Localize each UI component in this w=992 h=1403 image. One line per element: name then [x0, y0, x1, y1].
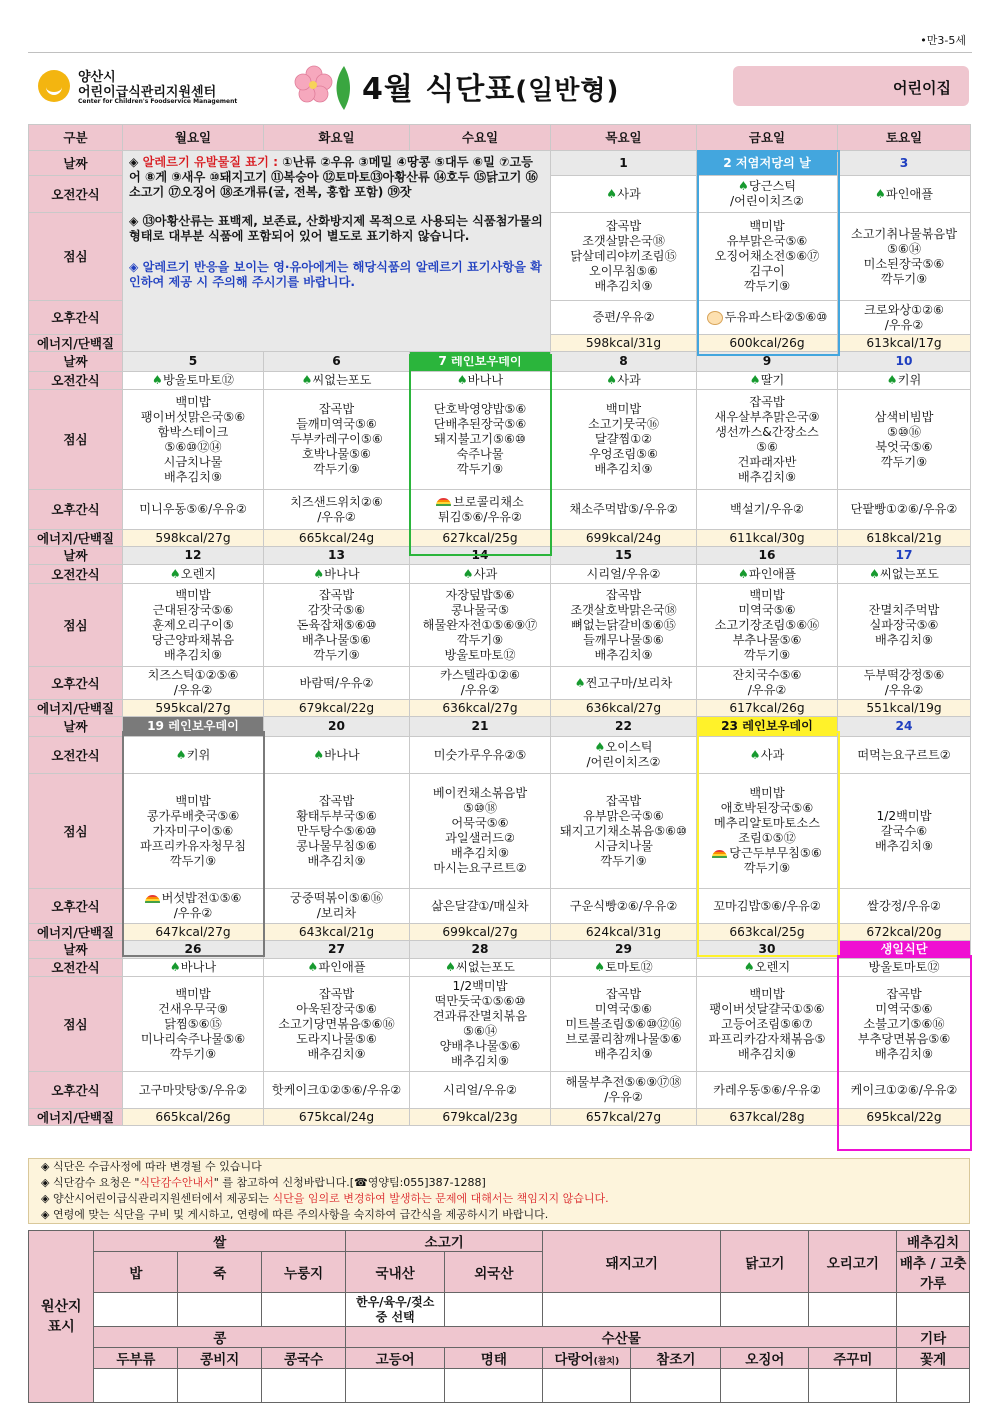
row-label: 오전간식	[29, 737, 123, 774]
date-cell: 19 레인보우데이	[123, 717, 264, 737]
origin-sea-crab: 꽃게	[897, 1348, 970, 1369]
title-sub: (일반형)	[515, 76, 620, 106]
energy-cell: 611kcal/30g	[697, 530, 838, 547]
title-main: 4월 식단표	[362, 72, 516, 107]
origin-input[interactable]	[721, 1369, 809, 1403]
header-cell: 수요일	[410, 125, 551, 151]
row-label: 오후간식	[29, 1072, 123, 1109]
origin-bean: 콩	[94, 1327, 346, 1348]
pm-snack-cell: 채소주먹밥⑤/우유②	[551, 490, 697, 530]
lunch-cell: 잡곡밥 조갯살맑은국⑱ 닭살데리야끼조림⑮ 오이무침⑤⑥ 배추김치⑨	[551, 213, 697, 301]
origin-rice-juk: 죽	[178, 1252, 262, 1293]
lunch-cell: 잡곡밥 미역국⑤⑥ 미트볼조림⑤⑥⑩⑫⑯ 브로콜리참깨나물⑤⑥ 배추김치⑨	[551, 977, 697, 1072]
row-label: 에너지/단백질	[29, 924, 123, 941]
date-cell: 8	[551, 352, 697, 372]
row-label: 오후간식	[29, 667, 123, 700]
spade-icon: ♠	[169, 566, 181, 581]
lunch-cell: 잡곡밥 미역국⑤⑥ 소불고기⑤⑥⑯ 부추당면볶음⑤⑥ 배추김치⑨	[838, 977, 971, 1072]
lunch-cell: 단호박영양밥⑤⑥ 단배추된장국⑤⑥ 돼지불고기⑤⑥⑩ 숙주나물 깍두기⑨	[410, 390, 551, 490]
am-snack-cell: ♠사과	[551, 176, 697, 213]
origin-bean-biji: 콩비지	[178, 1348, 262, 1369]
row-label: 에너지/단백질	[29, 335, 123, 352]
energy-cell: 699kcal/24g	[551, 530, 697, 547]
lunch-cell: 베이컨채소볶음밥 ⑤⑩⑱ 어묵국⑤⑥ 과일샐러드② 배추김치⑨ 마시는요구르트②	[410, 774, 551, 889]
pm-snack-cell: 삶은달걀①/매실차	[410, 889, 551, 924]
date-cell: 5	[123, 352, 264, 372]
age-label: •만3-5세	[920, 34, 966, 47]
energy-cell: 627kcal/25g	[410, 530, 551, 547]
smile-logo-icon	[38, 70, 70, 102]
am-snack-cell: ♠오이스틱 /어린이치즈②	[551, 737, 697, 774]
lunch-cell: 잡곡밥 새우살부추맑은국⑨ 생선까스&간장소스 ⑤⑥ 건파래자반 배추김치⑨	[697, 390, 838, 490]
date-cell: 9	[697, 352, 838, 372]
row-label: 에너지/단백질	[29, 700, 123, 717]
am-snack-cell: ♠바나나	[410, 372, 551, 390]
header-cell: 구분	[29, 125, 123, 151]
am-snack-cell: ♠바나나	[264, 737, 410, 774]
energy-cell: 613kcal/17g	[838, 335, 971, 352]
pm-snack-cell: 백설기/우유②	[697, 490, 838, 530]
spade-icon: ♠	[743, 960, 755, 974]
origin-input[interactable]	[346, 1369, 445, 1403]
pm-snack-cell: 미니우동⑤⑥/우유②	[123, 490, 264, 530]
origin-input[interactable]	[721, 1293, 809, 1327]
pm-snack-cell: 크로와상①②⑥ /우유②	[838, 301, 971, 335]
row-label: 점심	[29, 390, 123, 490]
pm-snack-cell: 바람떡/우유②	[264, 667, 410, 700]
header-cell: 화요일	[264, 125, 410, 151]
pm-snack-cell: 버섯밥전①⑤⑥ /우유②	[123, 889, 264, 924]
rainbow-icon	[436, 498, 451, 506]
child-face-icon	[707, 311, 723, 325]
energy-cell: 695kcal/22g	[838, 1109, 971, 1126]
spade-icon: ♠	[169, 960, 181, 974]
origin-input[interactable]	[631, 1369, 721, 1403]
energy-cell: 679kcal/23g	[410, 1109, 551, 1126]
origin-input[interactable]	[809, 1369, 897, 1403]
row-label: 날짜	[29, 717, 123, 737]
am-snack-cell: 방울토마토⑫	[838, 959, 971, 977]
spade-icon: ♠	[445, 960, 457, 974]
date-cell: 10	[838, 352, 971, 372]
lunch-cell: 자장덮밥⑤⑥ 콩나물국⑤ 해물완자전①⑤⑥⑨⑰ 깍두기⑨ 방울토마토⑫	[410, 584, 551, 667]
lunch-cell: 백미밥 팽이버섯달걀국①⑤⑥ 고등어조림⑤⑥⑦ 파프리카감자채볶음⑤ 배추김치⑨	[697, 977, 838, 1072]
origin-sea-croaker: 참조기	[631, 1348, 721, 1369]
origin-sea-mackerel: 고등어	[346, 1348, 445, 1369]
origin-input[interactable]	[94, 1293, 178, 1327]
lunch-cell: 백미밥 미역국⑤⑥ 소고기장조림⑤⑥⑯ 부추나물⑤⑥ 깍두기⑨	[697, 584, 838, 667]
footer-notes	[28, 1158, 970, 1224]
am-snack-cell: ♠오렌지	[697, 959, 838, 977]
lunch-cell: 백미밥 애호박된장국⑤⑥ 메추리알토마토소스 조림①⑤⑫ 당근두부무침⑤⑥ 깍두기⑨	[697, 774, 838, 889]
am-snack-cell: ♠사과	[410, 565, 551, 584]
header-cell: 목요일	[551, 125, 697, 151]
am-snack-cell: ♠바나나	[123, 959, 264, 977]
energy-cell: 595kcal/27g	[123, 700, 264, 717]
lunch-cell: 1/2백미밥 갈국수⑥ 배추김치⑨	[838, 774, 971, 889]
origin-input[interactable]	[543, 1369, 631, 1403]
row-label: 점심	[29, 584, 123, 667]
am-snack-cell: ♠키위	[838, 372, 971, 390]
date-cell: 1	[551, 151, 697, 176]
date-cell: 7 레인보우데이	[410, 352, 551, 372]
spade-icon: ♠	[594, 960, 606, 974]
origin-table	[28, 1230, 970, 1403]
row-label: 에너지/단백질	[29, 1109, 123, 1126]
week-1	[29, 151, 971, 352]
origin-kimchi-cabbage: 배추 / 고춧가루	[897, 1252, 970, 1293]
date-cell: 2 저염저당의 날	[697, 151, 838, 176]
energy-cell: 643kcal/21g	[264, 924, 410, 941]
am-snack-cell: 떠먹는요구르트②	[838, 737, 971, 774]
cherry-blossom-icon	[294, 62, 356, 112]
am-snack-cell: ♠오렌지	[123, 565, 264, 584]
energy-cell: 600kcal/26g	[697, 335, 838, 352]
origin-rice-nurungji: 누룽지	[262, 1252, 346, 1293]
origin-input[interactable]	[262, 1369, 346, 1403]
origin-etc: 기타	[897, 1327, 970, 1348]
pm-snack-cell: 핫케이크①②⑤⑥/우유②	[264, 1072, 410, 1109]
sulfite-note: ◈ ⑬아황산류는 표백제, 보존료, 산화방지제 목적으로 사용되는 식품첨가물의 형태로 대부분 식품에 포함되어 있어 별도로 표기하지 않습니다.	[129, 214, 543, 243]
spade-icon: ♠	[313, 747, 325, 762]
org-name-1: 양산시	[78, 70, 116, 85]
spade-icon: ♠	[313, 566, 325, 581]
origin-sea-pollack: 명태	[445, 1348, 543, 1369]
lunch-cell: 백미밥 콩가루배춧국⑤⑥ 가자미구이⑤⑥ 파프리카유자청무침 깍두기⑨	[123, 774, 264, 889]
lunch-cell: 1/2백미밥 떡만둣국①⑤⑥⑩ 견과류잔멸치볶음 ⑤⑥⑭ 양배추나물⑤⑥ 배추김치⑨	[410, 977, 551, 1072]
origin-rice: 쌀	[94, 1231, 346, 1252]
energy-cell: 663kcal/25g	[697, 924, 838, 941]
lunch-cell: 잡곡밥 감잣국⑤⑥ 돈육잡채⑤⑥⑩ 배추나물⑤⑥ 깍두기⑨	[264, 584, 410, 667]
energy-cell: 551kcal/19g	[838, 700, 971, 717]
row-label: 점심	[29, 774, 123, 889]
row-label: 점심	[29, 213, 123, 301]
am-snack-cell: ♠딸기	[697, 372, 838, 390]
date-cell: 30	[697, 941, 838, 959]
org-name-2: 어린이급식관리지원센터	[78, 85, 217, 100]
facility-badge	[733, 66, 969, 106]
origin-sea-tuna: 다랑어(참치)	[543, 1348, 631, 1369]
am-snack-cell: ♠사과	[551, 372, 697, 390]
lunch-cell: 잡곡밥 아욱된장국⑤⑥ 소고기당면볶음⑤⑥⑯ 도라지나물⑤⑥ 배추김치⑨	[264, 977, 410, 1072]
origin-label: 원산지 표시	[29, 1231, 94, 1403]
top-divider	[28, 52, 972, 53]
spade-icon: ♠	[301, 373, 313, 387]
date-cell: 29	[551, 941, 697, 959]
origin-seafood: 수산물	[346, 1327, 897, 1348]
pm-snack-cell: 치즈스틱①②⑤⑥ /우유②	[123, 667, 264, 700]
energy-cell: 624kcal/31g	[551, 924, 697, 941]
origin-input[interactable]	[897, 1369, 970, 1403]
page-title	[362, 64, 619, 108]
origin-input[interactable]	[445, 1293, 543, 1327]
row-label: 날짜	[29, 151, 123, 176]
origin-input[interactable]	[262, 1293, 346, 1327]
pm-snack-cell: ♠찐고구마/보리차	[551, 667, 697, 700]
date-cell: 22	[551, 717, 697, 737]
footer-line-1: ◈ 식단은 수급사정에 따라 변경될 수 있습니다	[41, 1160, 262, 1173]
lunch-cell: 삼색비빔밥 ⑤⑩⑯ 북엇국⑤⑥ 깍두기⑨	[838, 390, 971, 490]
header-row	[29, 125, 971, 151]
lunch-cell: 잡곡밥 유부맑은국⑤⑥ 돼지고기채소볶음⑤⑥⑩ 시금치나물 깍두기⑨	[551, 774, 697, 889]
origin-input[interactable]	[94, 1369, 178, 1403]
am-snack-cell: ♠씨없는포도	[264, 372, 410, 390]
spade-icon: ♠	[462, 566, 474, 581]
spade-icon: ♠	[606, 373, 618, 387]
origin-sea-squid: 오징어	[721, 1348, 809, 1369]
origin-input[interactable]	[178, 1369, 262, 1403]
origin-beef: 소고기	[346, 1231, 543, 1252]
am-snack-cell: ♠파인애플	[838, 176, 971, 213]
header-cell: 월요일	[123, 125, 264, 151]
am-snack-cell: ♠바나나	[264, 565, 410, 584]
lunch-cell: 소고기취나물볶음밥 ⑤⑥⑭ 미소된장국⑤⑥ 깍두기⑨	[838, 213, 971, 301]
row-label: 오후간식	[29, 301, 123, 335]
date-cell: 26	[123, 941, 264, 959]
date-cell: 15	[551, 547, 697, 565]
pm-snack-cell: 두부떡강정⑤⑥ /우유②	[838, 667, 971, 700]
am-snack-cell: ♠사과	[697, 737, 838, 774]
date-cell: 20	[264, 717, 410, 737]
am-snack-cell: 미숫가루우유②⑤	[410, 737, 551, 774]
row-label: 오전간식	[29, 372, 123, 390]
origin-sea-webfoot: 주꾸미	[809, 1348, 897, 1369]
am-snack-cell: ♠씨없는포도	[410, 959, 551, 977]
am-snack-cell: 시리얼/우유②	[551, 565, 697, 584]
org-name-english: Center for Children's Foodservice Management	[78, 98, 238, 105]
origin-kimchi: 배추김치	[897, 1231, 970, 1252]
origin-duck: 오리고기	[809, 1231, 897, 1293]
pm-snack-cell: 증편/우유②	[551, 301, 697, 335]
header-cell: 금요일	[697, 125, 838, 151]
origin-bean-noodle: 콩국수	[262, 1348, 346, 1369]
row-label: 오전간식	[29, 176, 123, 213]
origin-beef-note: 한우/육우/젖소 중 선택	[346, 1293, 445, 1327]
pm-snack-cell: 카스텔라①②⑥ /우유②	[410, 667, 551, 700]
row-label: 날짜	[29, 547, 123, 565]
lunch-cell: 잡곡밥 들깨미역국⑤⑥ 두부카레구이⑤⑥ 호박나물⑤⑥ 깍두기⑨	[264, 390, 410, 490]
reaction-note: ◈ 알레르기 반응을 보이는 영·유아에게는 해당식품의 알레르기 표기사항을 확인하여 제공 시 주의해 주시기를 바랍니다.	[129, 260, 542, 289]
spade-icon: ♠	[737, 566, 749, 581]
pm-snack-cell: 두유파스타②⑤⑥⑩	[697, 301, 838, 335]
origin-input[interactable]	[445, 1369, 543, 1403]
am-snack-cell: ♠파인애플	[264, 959, 410, 977]
lunch-cell: 잡곡밥 조갯살호박맑은국⑱ 뼈없는닭갈비⑤⑥⑮ 들깨무나물⑤⑥ 배추김치⑨	[551, 584, 697, 667]
date-cell: 28	[410, 941, 551, 959]
date-cell: 13	[264, 547, 410, 565]
spade-icon: ♠	[886, 373, 898, 387]
row-label: 점심	[29, 977, 123, 1072]
pm-snack-cell: 시리얼/우유②	[410, 1072, 551, 1109]
lunch-cell: 백미밥 근대된장국⑤⑥ 훈제오리구이⑤ 당근양파채볶음 배추김치⑨	[123, 584, 264, 667]
weeks-2-5	[29, 352, 971, 1126]
spade-icon: ♠	[456, 373, 468, 387]
footer-line-4: ◈ 연령에 맞는 식단을 구비 및 게시하고, 연령에 따른 주의사항을 숙지하여 급간식을 제공하시기 바랍니다.	[41, 1208, 549, 1221]
energy-cell: 665kcal/26g	[123, 1109, 264, 1126]
facility-name: 어린이집	[893, 79, 951, 97]
lunch-cell: 백미밥 팽이버섯맑은국⑤⑥ 함박스테이크 ⑤⑥⑩⑫⑭ 시금치나물 배추김치⑨	[123, 390, 264, 490]
pm-snack-cell: 단팥빵①②⑥/우유②	[838, 490, 971, 530]
am-snack-cell: ♠당근스틱 /어린이치즈②	[697, 176, 838, 213]
pm-snack-cell: 해물부추전⑤⑥⑨⑰⑱ /우유②	[551, 1072, 697, 1109]
pm-snack-cell: 고구마맛탕⑤/우유②	[123, 1072, 264, 1109]
energy-cell: 675kcal/24g	[264, 1109, 410, 1126]
date-cell: 16	[697, 547, 838, 565]
spade-icon: ♠	[594, 740, 606, 754]
lunch-cell: 잔멸치주먹밥 실파장국⑤⑥ 배추김치⑨	[838, 584, 971, 667]
spade-icon: ♠	[749, 373, 761, 387]
origin-input[interactable]	[897, 1293, 970, 1327]
energy-cell: 679kcal/22g	[264, 700, 410, 717]
date-cell: 21	[410, 717, 551, 737]
pm-snack-cell: 구운식빵②⑥/우유②	[551, 889, 697, 924]
energy-cell: 598kcal/27g	[123, 530, 264, 547]
row-label: 오후간식	[29, 889, 123, 924]
spade-icon: ♠	[737, 179, 749, 193]
date-cell: 생일식단	[838, 941, 971, 959]
am-snack-cell: ♠씨없는포도	[838, 565, 971, 584]
row-label: 날짜	[29, 941, 123, 959]
am-snack-cell: ♠파인애플	[697, 565, 838, 584]
lunch-cell: 백미밥 유부맑은국⑤⑥ 오징어채소전⑤⑥⑰ 김구이 깍두기⑨	[697, 213, 838, 301]
date-cell: 23 레인보우데이	[697, 717, 838, 737]
origin-bean-tofu: 두부류	[94, 1348, 178, 1369]
row-label: 오전간식	[29, 565, 123, 584]
origin-pork: 돼지고기	[543, 1231, 721, 1293]
pm-snack-cell: 궁중떡볶이⑤⑥⑯ /보리차	[264, 889, 410, 924]
energy-cell: 618kcal/21g	[838, 530, 971, 547]
energy-cell: 657kcal/27g	[551, 1109, 697, 1126]
energy-cell: 672kcal/20g	[838, 924, 971, 941]
pm-snack-cell: 케이크①②⑥/우유②	[838, 1072, 971, 1109]
pm-snack-cell: 꼬마김밥⑤⑥/우유②	[697, 889, 838, 924]
menu-table	[28, 124, 971, 1126]
pm-snack-cell: 브로콜리채소 튀김⑤⑥/우유②	[410, 490, 551, 530]
spade-icon: ♠	[869, 566, 881, 581]
spade-icon: ♠	[307, 960, 319, 974]
pm-snack-cell: 카레우동⑤⑥/우유②	[697, 1072, 838, 1109]
am-snack-cell: ♠토마토⑫	[551, 959, 697, 977]
origin-input[interactable]	[178, 1293, 262, 1327]
origin-rice-bap: 밥	[94, 1252, 178, 1293]
date-cell: 3	[838, 151, 971, 176]
lunch-cell: 잡곡밥 황태두부국⑤⑥ 만두탕수⑤⑥⑩ 콩나물무침⑤⑥ 배추김치⑨	[264, 774, 410, 889]
date-cell: 27	[264, 941, 410, 959]
energy-cell: 636kcal/27g	[551, 700, 697, 717]
rainbow-icon	[712, 850, 727, 858]
spade-icon: ♠	[175, 747, 187, 762]
date-cell: 24	[838, 717, 971, 737]
header-cell: 토요일	[838, 125, 971, 151]
energy-cell: 665kcal/24g	[264, 530, 410, 547]
energy-cell: 637kcal/28g	[697, 1109, 838, 1126]
origin-beef-foreign: 외국산	[445, 1252, 543, 1293]
origin-input[interactable]	[809, 1293, 897, 1327]
energy-cell: 647kcal/27g	[123, 924, 264, 941]
footer-line-2: ◈ 식단감수 요청은 "식단감수안내서" 를 참고하여 신청바랍니다.[☎영양팀:055]387-1288]	[41, 1176, 486, 1189]
row-label: 오전간식	[29, 959, 123, 977]
pm-snack-cell: 치즈샌드위치②⑥ /우유②	[264, 490, 410, 530]
row-label: 오후간식	[29, 490, 123, 530]
energy-cell: 699kcal/27g	[410, 924, 551, 941]
spade-icon: ♠	[606, 186, 618, 201]
lunch-cell: 백미밥 소고기뭇국⑯ 달걀찜①② 우엉조림⑤⑥ 배추김치⑨	[551, 390, 697, 490]
origin-beef-domestic: 국내산	[346, 1252, 445, 1293]
org-logo	[38, 66, 278, 110]
spade-icon: ♠	[874, 186, 886, 201]
row-label: 날짜	[29, 352, 123, 372]
energy-cell: 598kcal/31g	[551, 335, 697, 352]
date-cell: 6	[264, 352, 410, 372]
date-cell: 17	[838, 547, 971, 565]
rainbow-icon	[145, 895, 160, 903]
energy-cell: 617kcal/26g	[697, 700, 838, 717]
allergy-notes	[123, 151, 551, 352]
footer-line-3: ◈ 양산시어린이급식관리지원센터에서 제공되는 식단을 임의로 변경하여 발생하는 문제에 대해서는 책임지지 않습니다.	[41, 1192, 609, 1205]
pm-snack-cell: 잔치국수⑤⑥ /우유②	[697, 667, 838, 700]
origin-chicken: 닭고기	[721, 1231, 809, 1293]
spade-icon: ♠	[749, 747, 761, 762]
spade-icon: ♠	[574, 675, 586, 690]
date-cell: 12	[123, 547, 264, 565]
lunch-cell: 백미밥 건새우무국⑨ 닭찜⑤⑥⑮ 미나리숙주나물⑤⑥ 깍두기⑨	[123, 977, 264, 1072]
am-snack-cell: ♠방울토마토⑫	[123, 372, 264, 390]
row-label: 에너지/단백질	[29, 530, 123, 547]
date-cell: 14	[410, 547, 551, 565]
pm-snack-cell: 쌀강정/우유②	[838, 889, 971, 924]
energy-cell: 636kcal/27g	[410, 700, 551, 717]
allergy-list: ◈ 알레르기 유발물질 표기 : ①난류 ②우유 ③메밀 ④땅콩 ⑤대두 ⑥밀 ⑦고등어 ⑧게 ⑨새우 ⑩돼지고기 ⑪복숭아 ⑫토마토⑬아황산류 ⑭호두 ⑮닭고기 ⑯소고기 ⑰오징어 ⑱조개류(굴, 전복, 홍합 포함) ⑲잣	[129, 155, 538, 199]
am-snack-cell: ♠키위	[123, 737, 264, 774]
spade-icon: ♠	[152, 373, 163, 387]
origin-input[interactable]	[543, 1293, 721, 1327]
